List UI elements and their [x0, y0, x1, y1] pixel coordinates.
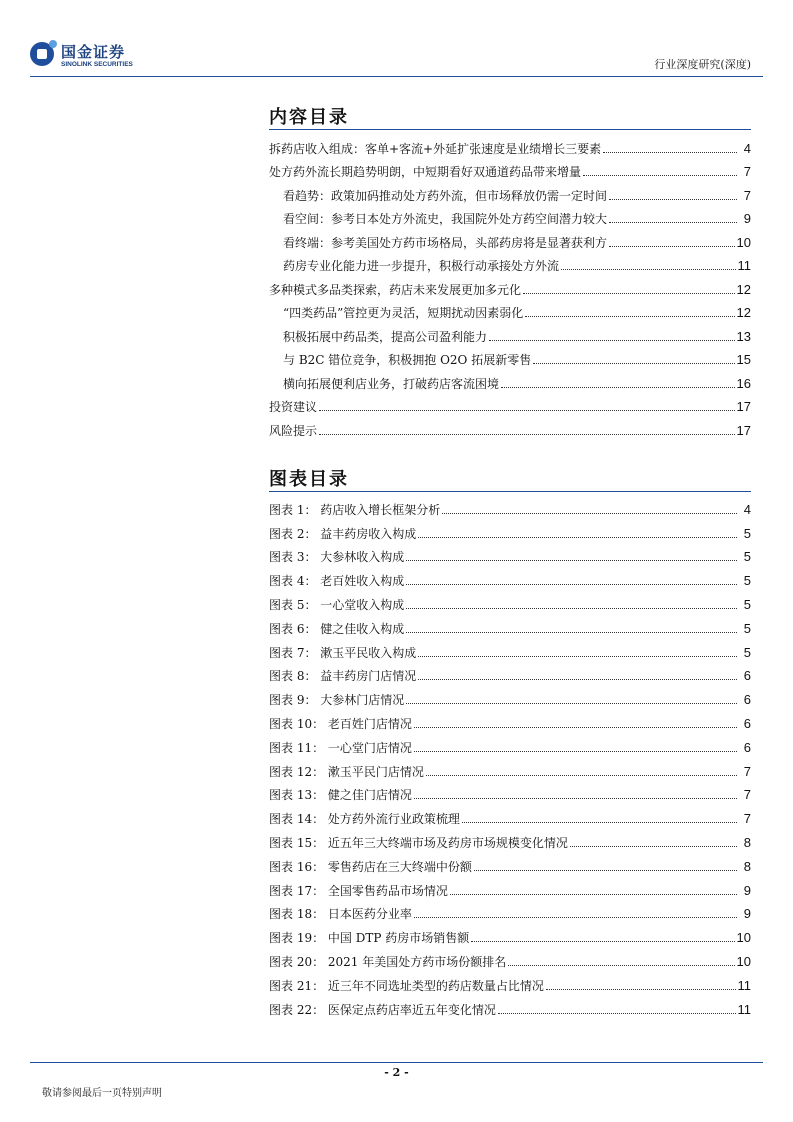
figure-entry-page: 4 — [743, 501, 751, 517]
dot-leader — [406, 631, 737, 633]
figure-entry[interactable] — [269, 826, 751, 850]
sinolink-logo-icon — [30, 42, 54, 66]
contents-title-divider — [269, 129, 751, 130]
toc-entry[interactable] — [269, 297, 751, 321]
figures-title: 图表目录 — [269, 469, 349, 490]
figure-entry[interactable] — [269, 660, 751, 684]
dot-leader — [414, 750, 737, 752]
toc-entry-page: 17 — [736, 422, 751, 438]
footer-divider — [30, 1062, 763, 1063]
logo-english-name: SINOLINK SECURITIES — [61, 61, 133, 68]
figure-entry[interactable] — [269, 612, 751, 636]
figure-entry[interactable] — [269, 564, 751, 588]
dot-leader — [533, 362, 734, 364]
figure-entry[interactable] — [269, 921, 751, 945]
figure-entry-page: 9 — [743, 882, 751, 898]
figure-entry-page: 10 — [736, 953, 751, 969]
dot-leader — [442, 512, 737, 514]
dot-leader — [414, 916, 737, 918]
figure-entry[interactable] — [269, 517, 751, 541]
toc-entry-page: 13 — [736, 328, 751, 344]
figure-entry-page: 7 — [743, 787, 751, 803]
dot-leader — [498, 1012, 736, 1014]
dot-leader — [609, 221, 737, 223]
figure-list — [269, 493, 751, 1017]
dot-leader — [418, 536, 737, 538]
toc-entry-title: 多种模式多品类探索，药店未来发展更加多元化 — [269, 282, 522, 297]
figure-entry-title: 图表 19： 中国 DTP 药房市场销售额 — [269, 931, 470, 946]
dot-leader — [501, 386, 735, 388]
toc-entry-title: 处方药外流长期趋势明朗，中短期看好双通道药品带来增量 — [269, 165, 582, 179]
figure-entry-title: 图表 8： 益丰药房门店情况 — [269, 669, 417, 684]
dot-leader — [546, 988, 736, 990]
figure-entry[interactable] — [269, 779, 751, 803]
figure-entry-page: 5 — [743, 573, 751, 589]
toc-entry-title: 看趋势：政策加码推动处方药外流，但市场释放仍需一定时间 — [283, 188, 608, 203]
figure-entry-title: 图表 16： 零售药店在三大终端中份额 — [269, 859, 472, 874]
toc-entry-title: 与 B2C 错位竞争，积极拥抱 O2O 拓展新零售 — [283, 353, 532, 367]
figure-entry[interactable] — [269, 802, 751, 826]
figure-entry[interactable] — [269, 850, 751, 874]
contents-title: 内容目录 — [269, 107, 349, 128]
dot-leader — [561, 268, 735, 270]
toc-entry[interactable] — [269, 132, 751, 156]
toc-entry[interactable] — [269, 344, 751, 368]
figure-entry-title: 图表 1： 药店收入增长框架分析 — [269, 502, 441, 517]
figure-entry-title: 图表 6： 健之佳收入构成 — [269, 621, 405, 636]
dot-leader — [609, 245, 735, 247]
toc-entry-page: 4 — [743, 140, 751, 156]
dot-leader — [414, 797, 737, 799]
toc-entry-title: 拆药店收入组成：客单+客流+外延扩张速度是业绩增长三要素 — [269, 141, 602, 156]
figure-entry-title: 图表 18： 日本医药分业率 — [269, 907, 412, 922]
toc-entry-page: 15 — [736, 352, 751, 367]
toc-entry-title: 投资建议 — [269, 400, 318, 414]
figure-entry[interactable] — [269, 588, 751, 612]
figure-entry-title: 图表 13： 健之佳门店情况 — [269, 788, 412, 803]
figure-entry-title: 图表 7： 漱玉平民收入构成 — [269, 645, 417, 660]
toc-entry[interactable] — [269, 226, 751, 250]
figure-entry[interactable] — [269, 969, 751, 993]
figure-entry-page: 6 — [743, 668, 751, 684]
figure-entry-page: 5 — [743, 644, 751, 660]
dot-leader — [426, 774, 737, 776]
figure-entry-page: 6 — [743, 692, 751, 708]
dot-leader — [319, 433, 735, 435]
toc-entry[interactable] — [269, 250, 751, 274]
toc-entry[interactable] — [269, 414, 751, 438]
figure-entry-title: 图表 22： 医保定点药店率近五年变化情况 — [269, 1002, 496, 1017]
dot-leader — [603, 151, 737, 153]
figure-entry-title: 图表 14： 处方药外流行业政策梳理 — [269, 812, 460, 827]
figure-entry[interactable] — [269, 541, 751, 565]
dot-leader — [489, 339, 735, 341]
dot-leader — [525, 315, 734, 317]
figure-entry-page: 6 — [743, 739, 751, 755]
figure-entry[interactable] — [269, 945, 751, 969]
figure-entry[interactable] — [269, 755, 751, 779]
toc-entry[interactable] — [269, 179, 751, 203]
figure-entry[interactable] — [269, 707, 751, 731]
figure-entry-page: 7 — [743, 811, 751, 827]
dot-leader — [570, 845, 737, 847]
toc-entry-page: 10 — [736, 234, 751, 250]
figure-entry[interactable] — [269, 683, 751, 707]
toc-entry[interactable] — [269, 391, 751, 415]
figure-entry-page: 8 — [743, 858, 751, 874]
toc-entry-page: 12 — [736, 281, 751, 297]
dot-leader — [583, 174, 737, 176]
figure-entry-title: 图表 10： 老百姓门店情况 — [269, 716, 412, 731]
figure-entry[interactable] — [269, 493, 751, 517]
dot-leader — [508, 964, 734, 966]
figure-entry-page: 10 — [736, 930, 751, 946]
toc-entry-page: 16 — [736, 375, 751, 391]
figure-entry[interactable] — [269, 993, 751, 1017]
figure-entry-page: 9 — [743, 906, 751, 922]
figures-title-divider — [269, 491, 751, 492]
figure-entry-page: 6 — [743, 715, 751, 731]
figure-entry-title: 图表 4： 老百姓收入构成 — [269, 574, 405, 589]
figure-entry-title: 图表 9： 大参林门店情况 — [269, 693, 405, 708]
toc-entry-page: 17 — [736, 399, 751, 414]
figure-entry[interactable] — [269, 731, 751, 755]
dot-leader — [406, 607, 737, 609]
figure-entry-title: 图表 21： 近三年不同选址类型的药店数量占比情况 — [269, 978, 544, 993]
toc-entry-page: 12 — [736, 305, 751, 320]
dot-leader — [474, 869, 737, 871]
dot-leader — [609, 198, 737, 200]
toc-entry-title: 横向拓展便利店业务，打破药店客流困境 — [283, 376, 500, 391]
logo-chinese-name: 国金证券 — [61, 43, 126, 61]
toc-entry-title: “四类药品”管控更为灵活，短期扰动因素弱化 — [283, 306, 524, 320]
figure-entry-title: 图表 20： 2021 年美国处方药市场份额排名 — [269, 954, 507, 969]
toc-entry[interactable] — [269, 273, 751, 297]
figure-entry[interactable] — [269, 636, 751, 660]
toc-entry-title: 看空间：参考日本处方外流史，我国院外处方药空间潜力较大 — [283, 212, 608, 226]
dot-leader — [450, 893, 737, 895]
figure-entry-title: 图表 3： 大参林收入构成 — [269, 550, 405, 565]
toc-entry[interactable] — [269, 203, 751, 227]
toc-entry-page: 7 — [743, 164, 751, 179]
toc-entry-title: 药房专业化能力进一步提升，积极行动承接处方外流 — [283, 259, 560, 273]
figure-entry-title: 图表 17： 全国零售药品市场情况 — [269, 883, 448, 898]
figure-entry-page: 5 — [743, 620, 751, 636]
figure-entry-page: 5 — [743, 525, 751, 541]
toc-entry[interactable] — [269, 156, 751, 180]
figure-entry-title: 图表 12： 漱玉平民门店情况 — [269, 764, 424, 779]
page-number: - 2 - — [384, 1066, 409, 1079]
figure-entry-page: 11 — [737, 977, 751, 993]
dot-leader — [414, 726, 737, 728]
dot-leader — [523, 292, 735, 294]
dot-leader — [471, 940, 734, 942]
figure-entry-page: 7 — [743, 763, 751, 779]
figure-entry-title: 图表 2： 益丰药房收入构成 — [269, 526, 417, 541]
toc-entry-title: 看终端：参考美国处方药市场格局，头部药房将是显著获利方 — [283, 235, 608, 250]
disclaimer-text: 敬请参阅最后一页特别声明 — [42, 1088, 162, 1099]
figure-entry-page: 11 — [737, 1001, 751, 1017]
toc-entry-page: 9 — [743, 211, 751, 226]
dot-leader — [418, 678, 737, 680]
toc-entry[interactable] — [269, 367, 751, 391]
figure-entry[interactable] — [269, 898, 751, 922]
toc-entry-page: 7 — [743, 187, 751, 203]
figure-entry-page: 5 — [743, 549, 751, 565]
figure-entry-title: 图表 11： 一心堂门店情况 — [269, 740, 412, 755]
dot-leader — [418, 655, 737, 657]
figure-entry-title: 图表 15： 近五年三大终端市场及药房市场规模变化情况 — [269, 835, 568, 850]
dot-leader — [406, 583, 737, 585]
figure-entry-page: 5 — [743, 596, 751, 612]
report-type: 行业深度研究(深度) — [654, 58, 751, 71]
toc-entry[interactable] — [269, 320, 751, 344]
toc-entry-title: 风险提示 — [269, 423, 318, 438]
toc-entry-title: 积极拓展中药品类，提高公司盈利能力 — [283, 329, 488, 344]
dot-leader — [319, 409, 735, 411]
figure-entry-title: 图表 5： 一心堂收入构成 — [269, 597, 405, 612]
figure-entry-page: 8 — [743, 834, 751, 850]
header-divider — [30, 76, 763, 77]
table-of-contents — [269, 132, 751, 438]
toc-entry-page: 11 — [737, 258, 751, 273]
figure-entry[interactable] — [269, 874, 751, 898]
dot-leader — [406, 559, 737, 561]
page-header — [0, 0, 793, 80]
dot-leader — [406, 702, 737, 704]
dot-leader — [462, 821, 737, 823]
